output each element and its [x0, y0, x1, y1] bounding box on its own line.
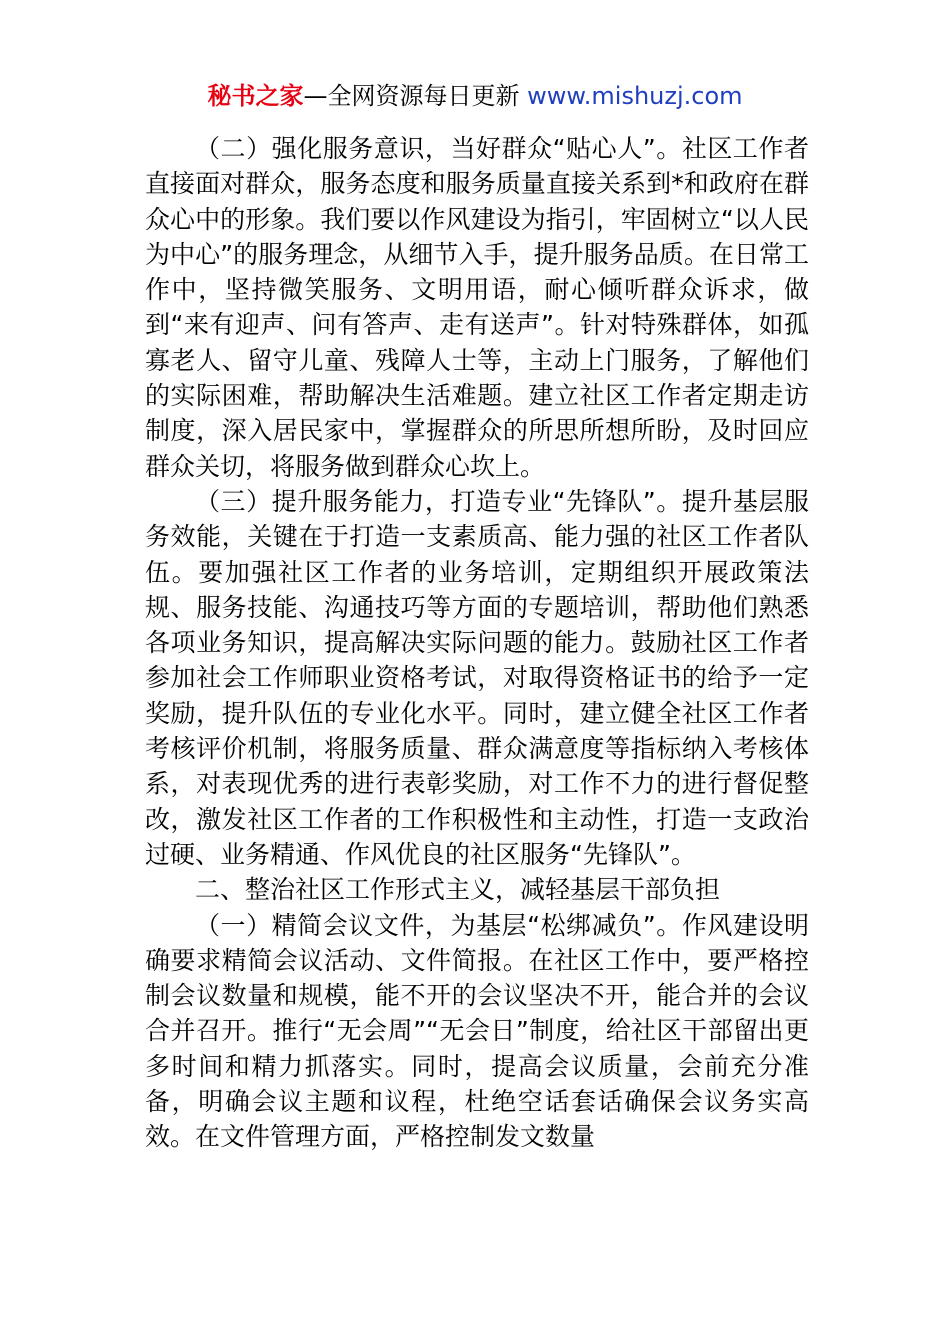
site-url: www.mishuzj.com: [527, 82, 743, 110]
site-header: [0, 80, 950, 112]
section-heading: 二、整治社区工作形式主义，减轻基层干部负担: [195, 875, 721, 905]
paragraph-service-awareness: （二）强化服务意识，当好群众“贴心人”。社区工作者直接面对群众，服务态度和服务质量直接关系到*和政府在群众心中的形象。我们要以作风建设为指引，牢固树立“以人民为中心”的服务理念，从细节入手，提升服务品质。在日常工作中，坚持微笑服务、文明用语，耐心倾听群众诉求，做到“来有迎声、问有答声、走有送声”。针对特殊群体，如孤寡老人、留守儿童、残障人士等，主动上门服务，了解他们的实际困难，帮助解决生活难题。建立社区工作者定期走访制度，深入居民家中，掌握群众的所思所想所盼，及时回应群众关切，将服务做到群众心坎上。: [145, 134, 809, 481]
paragraph-reduce-meetings: （一）精简会议文件，为基层“松绑减负”。作风建设明确要求精简会议活动、文件简报。在社区工作中，要严格控制会议数量和规模，能不开的会议坚决不开，能合并的会议合并召开。推行“无会周”“无会日”制度，给社区干部留出更多时间和精力抓落实。同时，提高会议质量，会前充分准备，明确会议主题和议程，杜绝空话套话确保会议务实高效。在文件管理方面，严格控制发文数量: [145, 910, 809, 1152]
paragraph-service-capability: （三）提升服务能力，打造专业“先锋队”。提升基层服务效能，关键在于打造一支素质高、能力强的社区工作者队伍。要加强社区工作者的业务培训，定期组织开展政策法规、服务技能、沟通技巧等方面的专题培训，帮助他们熟悉各项业务知识，提高解决实际问题的能力。鼓励社区工作者参加社会工作师职业资格考试，对取得资格证书的给予一定奖励，提升队伍的专业化水平。同时，建立健全社区工作者考核评价机制，将服务质量、群众满意度等指标纳入考核体系，对表现优秀的进行表彰奖励，对工作不力的进行督促整改，激发社区工作者的工作积极性和主动性，打造一支政治过硬、业务精通、作风优良的社区服务“先锋队”。: [145, 486, 809, 869]
document-body: [145, 131, 809, 1155]
header-tagline: —全网资源每日更新: [303, 82, 528, 110]
brand-name: 秘书之家: [207, 82, 304, 110]
